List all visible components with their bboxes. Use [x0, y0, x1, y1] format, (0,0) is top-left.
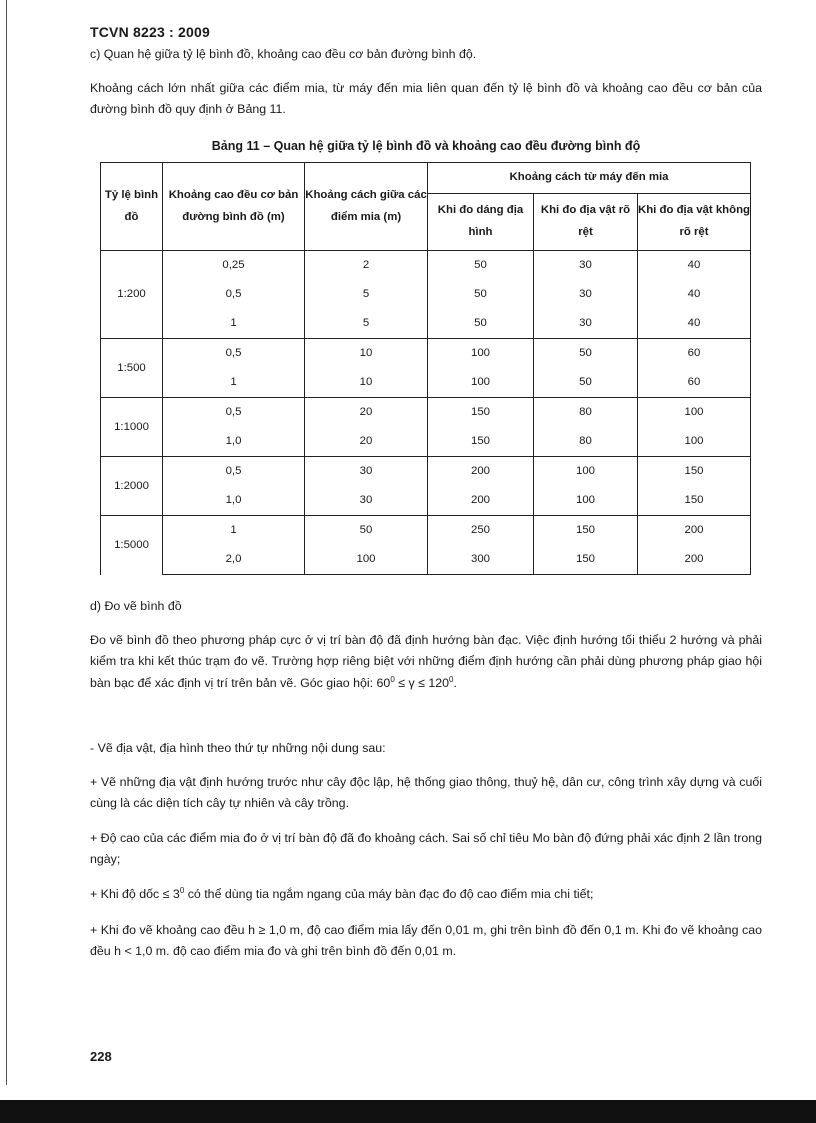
table-cell: 150: [638, 457, 751, 487]
scale-cell: 1:200: [101, 251, 163, 339]
page-number: 228: [90, 1049, 112, 1064]
table-cell: 50: [428, 251, 534, 281]
table-cell: 20: [305, 427, 428, 457]
table-cell: 0,5: [163, 280, 305, 309]
table-cell: 50: [428, 309, 534, 339]
table-cell: 100: [305, 545, 428, 575]
table-cell: 80: [534, 398, 638, 428]
table-cell: 60: [638, 368, 751, 398]
table-cell: 150: [534, 516, 638, 546]
table-cell: 80: [534, 427, 638, 457]
section-c-title: c) Quan hệ giữa tỷ lệ bình đồ, khoảng cao đều cơ bản đường bình độ.: [90, 47, 477, 61]
scan-bottom-edge: [0, 1100, 816, 1123]
header-scale: Tỷ lệ bình đồ: [101, 163, 163, 251]
scale-cell: 1:500: [101, 339, 163, 398]
list-item-1: + Vẽ những địa vật định hướng trước như cây độc lập, hệ thống giao thông, thuỷ hệ, dân cư, công trình xây dựng và cuối cùng là các diện tích cây tự nhiên và cây trồng.: [90, 775, 762, 811]
table-cell: 40: [638, 251, 751, 281]
section-d-body: [90, 630, 762, 694]
list-intro: - Vẽ địa vật, địa hình theo thứ tự những nội dung sau:: [90, 741, 386, 755]
table-cell: 30: [305, 457, 428, 487]
table-cell: 200: [428, 486, 534, 516]
table-cell: 150: [534, 545, 638, 575]
table-cell: 2,0: [163, 545, 305, 575]
degree-superscript: 0: [179, 885, 185, 895]
list-item-3-text-a: + Khi độ dốc ≤ 3: [90, 887, 180, 901]
table-cell: 1,0: [163, 427, 305, 457]
table-11-caption: Bảng 11 – Quan hệ giữa tỷ lệ bình đồ và khoảng cao đều đường bình độ: [211, 139, 641, 153]
table-cell: 0,25: [163, 251, 305, 281]
table-cell: 10: [305, 368, 428, 398]
degree-superscript: 0: [449, 674, 454, 684]
table-cell: 50: [534, 368, 638, 398]
table-cell: 40: [638, 280, 751, 309]
table-row: [101, 251, 751, 281]
table-row: [101, 457, 751, 487]
header-clear-features: Khi đo địa vật rõ rệt: [534, 194, 638, 251]
section-d-body-text-1: Đo vẽ bình đồ theo phương pháp cực ở vị trí bàn độ đã định hướng bàn đạc. Việc định hướng tối thiểu 2 hướng và phải kiểm tra khi kết thúc trạm đo vẽ. Trường hợp riêng biệt với những điểm định hướng cần phải dùng phương pháp giao hội bàn bạc để xác định vị trí trên bản vẽ. Góc giao hội: 60: [90, 633, 762, 690]
table-cell: 100: [428, 368, 534, 398]
scale-cell: 1:5000: [101, 516, 163, 575]
table-cell: 2: [305, 251, 428, 281]
header-unclear-features: Khi đo địa vật không rõ rệt: [638, 194, 751, 251]
list-item-3: [90, 884, 762, 905]
table-cell: 30: [305, 486, 428, 516]
header-contour-interval: Khoảng cao đều cơ bản đường bình đồ (m): [163, 163, 305, 251]
table-cell: 1,0: [163, 486, 305, 516]
table-cell: 100: [534, 486, 638, 516]
scan-left-margin-line: [6, 0, 7, 1085]
table-cell: 150: [428, 398, 534, 428]
table-cell: 0,5: [163, 398, 305, 428]
table-cell: 1: [163, 516, 305, 546]
table-cell: 30: [534, 251, 638, 281]
table-row: [101, 427, 751, 457]
table-cell: 5: [305, 309, 428, 339]
table-cell: 0,5: [163, 339, 305, 369]
header-staff-spacing: Khoảng cách giữa các điểm mia (m): [305, 163, 428, 251]
table-cell: 20: [305, 398, 428, 428]
table-row: [101, 516, 751, 546]
list-item-2: + Độ cao của các điểm mia đo ở vị trí bàn độ đã đo khoảng cách. Sai số chỉ tiêu Mo bàn độ đứng phải xác định 2 lần trong ngày;: [90, 831, 762, 867]
table-body: [101, 251, 751, 575]
table-row: [101, 280, 751, 309]
table-cell: 60: [638, 339, 751, 369]
table-cell: 5: [305, 280, 428, 309]
table-cell: 300: [428, 545, 534, 575]
document-code: TCVN 8223 : 2009: [90, 24, 210, 40]
header-terrain: Khi đo dáng địa hình: [428, 194, 534, 251]
table-11: [100, 162, 751, 575]
table-row: [101, 339, 751, 369]
scale-cell: 1:2000: [101, 457, 163, 516]
table-cell: 1: [163, 368, 305, 398]
table-row: [101, 486, 751, 516]
table-cell: 100: [534, 457, 638, 487]
table-cell: 100: [638, 427, 751, 457]
table-cell: 50: [428, 280, 534, 309]
table-cell: 200: [428, 457, 534, 487]
table-row: [101, 309, 751, 339]
table-cell: 40: [638, 309, 751, 339]
table-cell: 0,5: [163, 457, 305, 487]
table-cell: 30: [534, 280, 638, 309]
section-d-body-text-3: .: [453, 675, 457, 690]
table-row: [101, 545, 751, 575]
header-distance-group: Khoảng cách từ máy đến mia: [428, 163, 751, 194]
section-d-body-text-2: ≤ γ ≤ 120: [394, 675, 450, 690]
table-row: [101, 398, 751, 428]
section-d-title: d) Đo vẽ bình đồ: [90, 599, 182, 613]
list-item-4: + Khi đo vẽ khoảng cao đều h ≥ 1,0 m, độ cao điểm mia lấy đến 0,01 m, ghi trên bình đồ đến 0,1 m. Khi đo vẽ khoảng cao đều h < 1,0 m. độ cao điểm mia đo và ghi trên bình đồ đến 0,01 m.: [90, 923, 762, 959]
list-item-3-text-b: có thể dùng tia ngắm ngang của máy bàn đạc đo độ cao điểm mia chi tiết;: [184, 887, 594, 901]
table-cell: 200: [638, 545, 751, 575]
table-cell: 10: [305, 339, 428, 369]
table-cell: 50: [305, 516, 428, 546]
scale-cell: 1:1000: [101, 398, 163, 457]
table-cell: 100: [638, 398, 751, 428]
degree-superscript: 0: [390, 674, 395, 684]
table-cell: 150: [428, 427, 534, 457]
table-cell: 1: [163, 309, 305, 339]
table-cell: 150: [638, 486, 751, 516]
table-cell: 100: [428, 339, 534, 369]
table-cell: 200: [638, 516, 751, 546]
table-cell: 250: [428, 516, 534, 546]
table-cell: 30: [534, 309, 638, 339]
table-row: [101, 368, 751, 398]
table-cell: 50: [534, 339, 638, 369]
section-c-body: Khoảng cách lớn nhất giữa các điểm mia, từ máy đến mia liên quan đến tỷ lệ bình đồ và khoảng cao đều cơ bản của đường bình đồ quy định ở Bảng 11.: [90, 81, 762, 117]
